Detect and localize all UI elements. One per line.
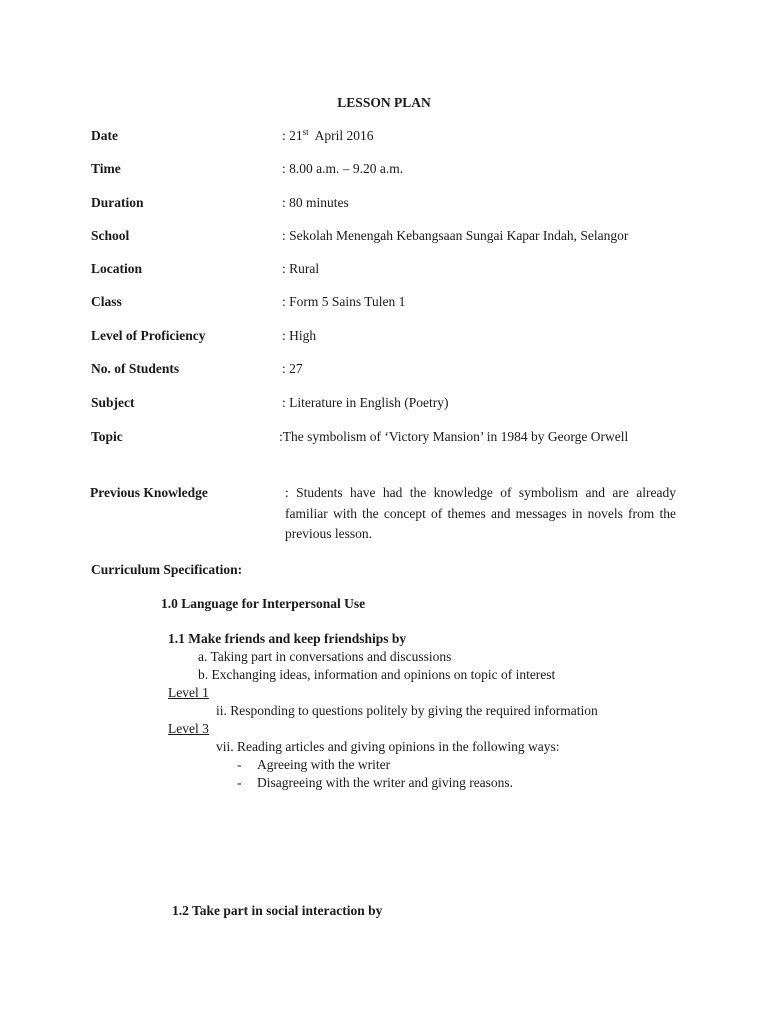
value-location: : Rural (282, 261, 320, 276)
value-level-of-proficiency: : High (282, 328, 317, 343)
bullet-item-disagreeing: Disagreeing with the writer and giving reasons. (257, 775, 514, 790)
page-title: LESSON PLAN (337, 95, 431, 110)
curriculum-level-3: Level 3 (168, 721, 209, 736)
value-time: : 8.00 a.m. – 9.20 a.m. (282, 161, 404, 176)
curriculum-item-b: b. Exchanging ideas, information and opinions on topic of interest (198, 667, 556, 682)
bullet-dash: - (237, 775, 242, 790)
value-school: : Sekolah Menengah Kebangsaan Sungai Kapar Indah, Selangor (282, 228, 629, 243)
value-class: : Form 5 Sains Tulen 1 (282, 294, 406, 309)
label-duration: Duration (91, 195, 144, 210)
curriculum-sub-1-2: 1.2 Take part in social interaction by (172, 903, 383, 918)
value-topic: :The symbolism of ‘Victory Mansion’ in 1984 by George Orwell (279, 429, 629, 444)
bullet-item-agreeing: Agreeing with the writer (257, 757, 391, 772)
value-duration: : 80 minutes (282, 195, 349, 210)
curriculum-heading: Curriculum Specification: (91, 562, 243, 577)
value-date-rest: April 2016 (308, 128, 374, 143)
value-subject: : Literature in English (Poetry) (282, 395, 449, 410)
value-no-of-students: : 27 (282, 361, 303, 376)
curriculum-level-3-item: vii. Reading articles and giving opinions in the following ways: (216, 739, 560, 754)
curriculum-section: 1.0 Language for Interpersonal Use (161, 596, 366, 611)
curriculum-sub-1-1: 1.1 Make friends and keep friendships by (168, 631, 407, 646)
label-location: Location (91, 261, 143, 276)
label-no-of-students: No. of Students (91, 361, 180, 376)
label-previous-knowledge: Previous Knowledge (90, 485, 208, 500)
value-date-suffix: st (302, 127, 309, 137)
bullet-dash: - (237, 757, 242, 772)
label-school: School (91, 228, 130, 243)
label-topic: Topic (91, 429, 123, 444)
curriculum-level-1-item: ii. Responding to questions politely by giving the required information (216, 703, 598, 718)
value-date (282, 127, 374, 145)
value-previous-knowledge: : Students have had the knowledge of symbolism and are already familiar with the concept of themes and messages in novels from the previous lesson. (285, 485, 676, 541)
value-date-prefix: : 21 (282, 128, 303, 143)
curriculum-item-a: a. Taking part in conversations and discussions (198, 649, 452, 664)
label-level-of-proficiency: Level of Proficiency (91, 328, 206, 343)
curriculum-level-1: Level 1 (168, 685, 209, 700)
label-class: Class (91, 294, 122, 309)
label-time: Time (91, 161, 121, 176)
label-subject: Subject (91, 395, 135, 410)
label-date: Date (91, 128, 118, 143)
